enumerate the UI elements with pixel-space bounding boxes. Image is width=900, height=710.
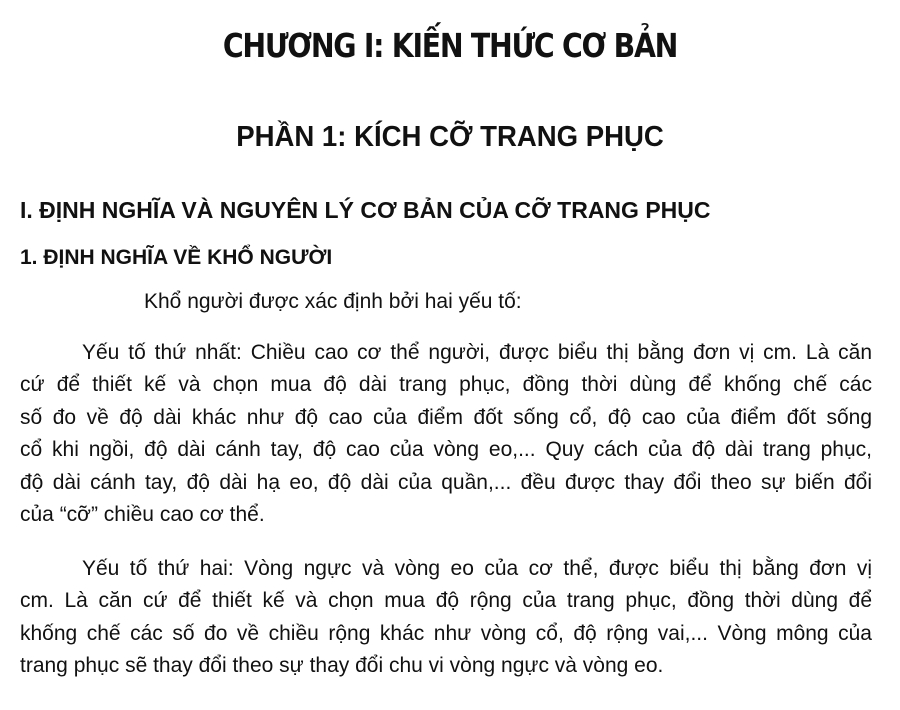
paragraph-line: cm. Là căn cứ để thiết kế và chọn mua độ rộng của trang phục, đồng thời dùng để [20,589,872,613]
section-heading: I. ĐỊNH NGHĨA VÀ NGUYÊN LÝ CƠ BẢN CỦA CỠ TRANG PHỤC [20,197,711,223]
chapter-title: CHƯƠNG I: KIẾN THỨC CƠ BẢN [222,26,678,65]
paragraph-2 [20,337,872,531]
part-title: PHẦN 1: KÍCH CỠ TRANG PHỤC [236,121,664,153]
paragraph-line: Yếu tố thứ hai: Vòng ngực và vòng eo của cơ thể, được biểu thị bằng đơn vị [82,557,872,580]
paragraph-3 [20,553,872,683]
subsection-heading: 1. ĐỊNH NGHĨA VỀ KHỔ NGƯỜI [20,246,333,269]
paragraph-line: độ dài cánh tay, độ dài hạ eo, độ dài của quần,... đều được thay đổi theo sự biến đổi [20,470,872,494]
paragraph-line: Yếu tố thứ nhất: Chiều cao cơ thể người, được biểu thị bằng đơn vị cm. Là căn [82,341,872,364]
paragraph-line: cứ để thiết kế và chọn mua độ dài trang phục, đồng thời dùng để khống chế các [20,373,872,397]
paragraph-line: số đo về độ dài khác như độ cao của điểm đốt sống cổ, độ cao của điểm đốt sống [20,405,872,429]
paragraph-1 [20,286,872,318]
paragraph-line: cổ khi ngồi, độ dài cánh tay, độ cao của vòng eo,... Quy cách của độ dài trang phục, [20,438,872,462]
paragraph-line: Khổ người được xác định bởi hai yếu tố: [144,290,522,313]
paragraph-line: trang phục sẽ thay đổi theo sự thay đổi chu vi vòng ngực và vòng eo. [20,654,664,678]
paragraph-line: của “cỡ” chiều cao cơ thể. [20,502,265,526]
paragraph-line: khống chế các số đo về chiều rộng khác như vòng cổ, độ rộng vai,... Vòng mông của [20,621,872,645]
